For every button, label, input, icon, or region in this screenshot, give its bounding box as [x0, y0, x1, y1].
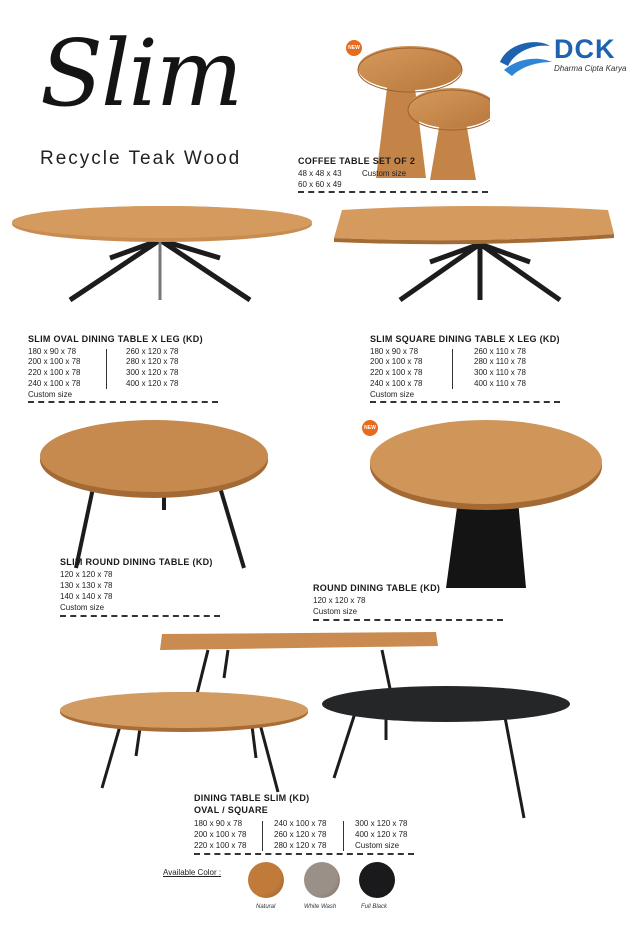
available-color-label: Available Color :: [163, 868, 222, 877]
column-divider: [343, 821, 344, 851]
spec-line: 300 x 110 x 78: [474, 368, 526, 377]
spec-line: 180 x 90 x 78: [194, 819, 243, 828]
slim-tables-group-image: [56, 628, 576, 823]
spec-line: 280 x 110 x 78: [474, 357, 526, 366]
spec-line: 220 x 100 x 78: [28, 368, 81, 377]
spec-line: 240 x 100 x 78: [370, 379, 423, 388]
new-badge: NEW: [346, 40, 362, 56]
spec-line: 200 x 100 x 78: [194, 830, 247, 839]
divider: [60, 615, 220, 617]
new-badge: NEW: [362, 420, 378, 436]
spec-line: Custom size: [370, 390, 415, 399]
spec-line: 200 x 100 x 78: [370, 357, 423, 366]
spec-line: 200 x 100 x 78: [28, 357, 81, 366]
logo-tagline: Dharma Cipta Karya: [554, 64, 627, 73]
spec-line: 280 x 120 x 78: [274, 841, 327, 850]
spec-line: 220 x 100 x 78: [370, 368, 423, 377]
divider: [194, 853, 414, 855]
square-dining-title: SLIM SQUARE DINING TABLE X LEG (KD): [370, 334, 560, 344]
spec-line: 240 x 100 x 78: [274, 819, 327, 828]
slim-round-table-image: [36, 418, 276, 578]
spec-line: 120 x 120 x 78: [313, 596, 366, 605]
spec-line: 180 x 90 x 78: [370, 347, 419, 356]
slim-os-title: DINING TABLE SLIM (KD): [194, 793, 310, 803]
spec-line: Custom size: [362, 169, 407, 178]
spec-line: 260 x 120 x 78: [274, 830, 327, 839]
full-black-swatch: [359, 862, 395, 898]
spec-line: 400 x 110 x 78: [474, 379, 526, 388]
round-dining-title: ROUND DINING TABLE (KD): [313, 583, 441, 593]
spec-line: 60 x 60 x 49: [298, 180, 342, 189]
spec-line: Custom size: [355, 841, 400, 850]
spec-line: 130 x 130 x 78: [60, 581, 113, 590]
full-black-label: Full Black: [361, 904, 388, 910]
spec-line: 140 x 140 x 78: [60, 592, 113, 601]
oval-x-leg-table-image: [10, 200, 320, 305]
spec-line: 48 x 48 x 43: [298, 169, 342, 178]
spec-line: 260 x 120 x 78: [126, 347, 179, 356]
spec-line: Custom size: [313, 607, 358, 616]
spec-line: Custom size: [60, 603, 105, 612]
column-divider: [262, 821, 263, 851]
spec-line: Custom size: [28, 390, 73, 399]
logo-name: DCK: [554, 34, 616, 64]
slim-round-title: SLIM ROUND DINING TABLE (KD): [60, 557, 213, 567]
spec-line: 400 x 120 x 78: [126, 379, 179, 388]
spec-line: 300 x 120 x 78: [126, 368, 179, 377]
column-divider: [106, 349, 107, 389]
divider: [28, 401, 218, 403]
natural-swatch: [248, 862, 284, 898]
natural-label: Natural: [256, 904, 276, 910]
spec-line: 240 x 100 x 78: [28, 379, 81, 388]
brand-subtitle: Recycle Teak Wood: [40, 148, 242, 169]
coffee-table-title: COFFEE TABLE SET OF 2: [298, 156, 416, 166]
brand-title: Slim: [40, 20, 242, 127]
spec-line: 260 x 110 x 78: [474, 347, 526, 356]
spec-line: 120 x 120 x 78: [60, 570, 113, 579]
divider: [313, 619, 503, 621]
spec-line: 180 x 90 x 78: [28, 347, 77, 356]
slim-os-subtitle: OVAL / SQUARE: [194, 805, 269, 815]
divider: [298, 191, 488, 193]
round-pedestal-table-image: [366, 420, 606, 590]
square-x-leg-table-image: [330, 200, 620, 305]
divider: [370, 401, 560, 403]
column-divider: [452, 349, 453, 389]
spec-line: 280 x 120 x 78: [126, 357, 179, 366]
spec-line: 220 x 100 x 78: [194, 841, 247, 850]
spec-line: 400 x 120 x 78: [355, 830, 408, 839]
white-wash-label: White Wash: [304, 904, 337, 910]
oval-dining-title: SLIM OVAL DINING TABLE X LEG (KD): [28, 334, 203, 344]
white-wash-swatch: [304, 862, 340, 898]
spec-line: 300 x 120 x 78: [355, 819, 408, 828]
